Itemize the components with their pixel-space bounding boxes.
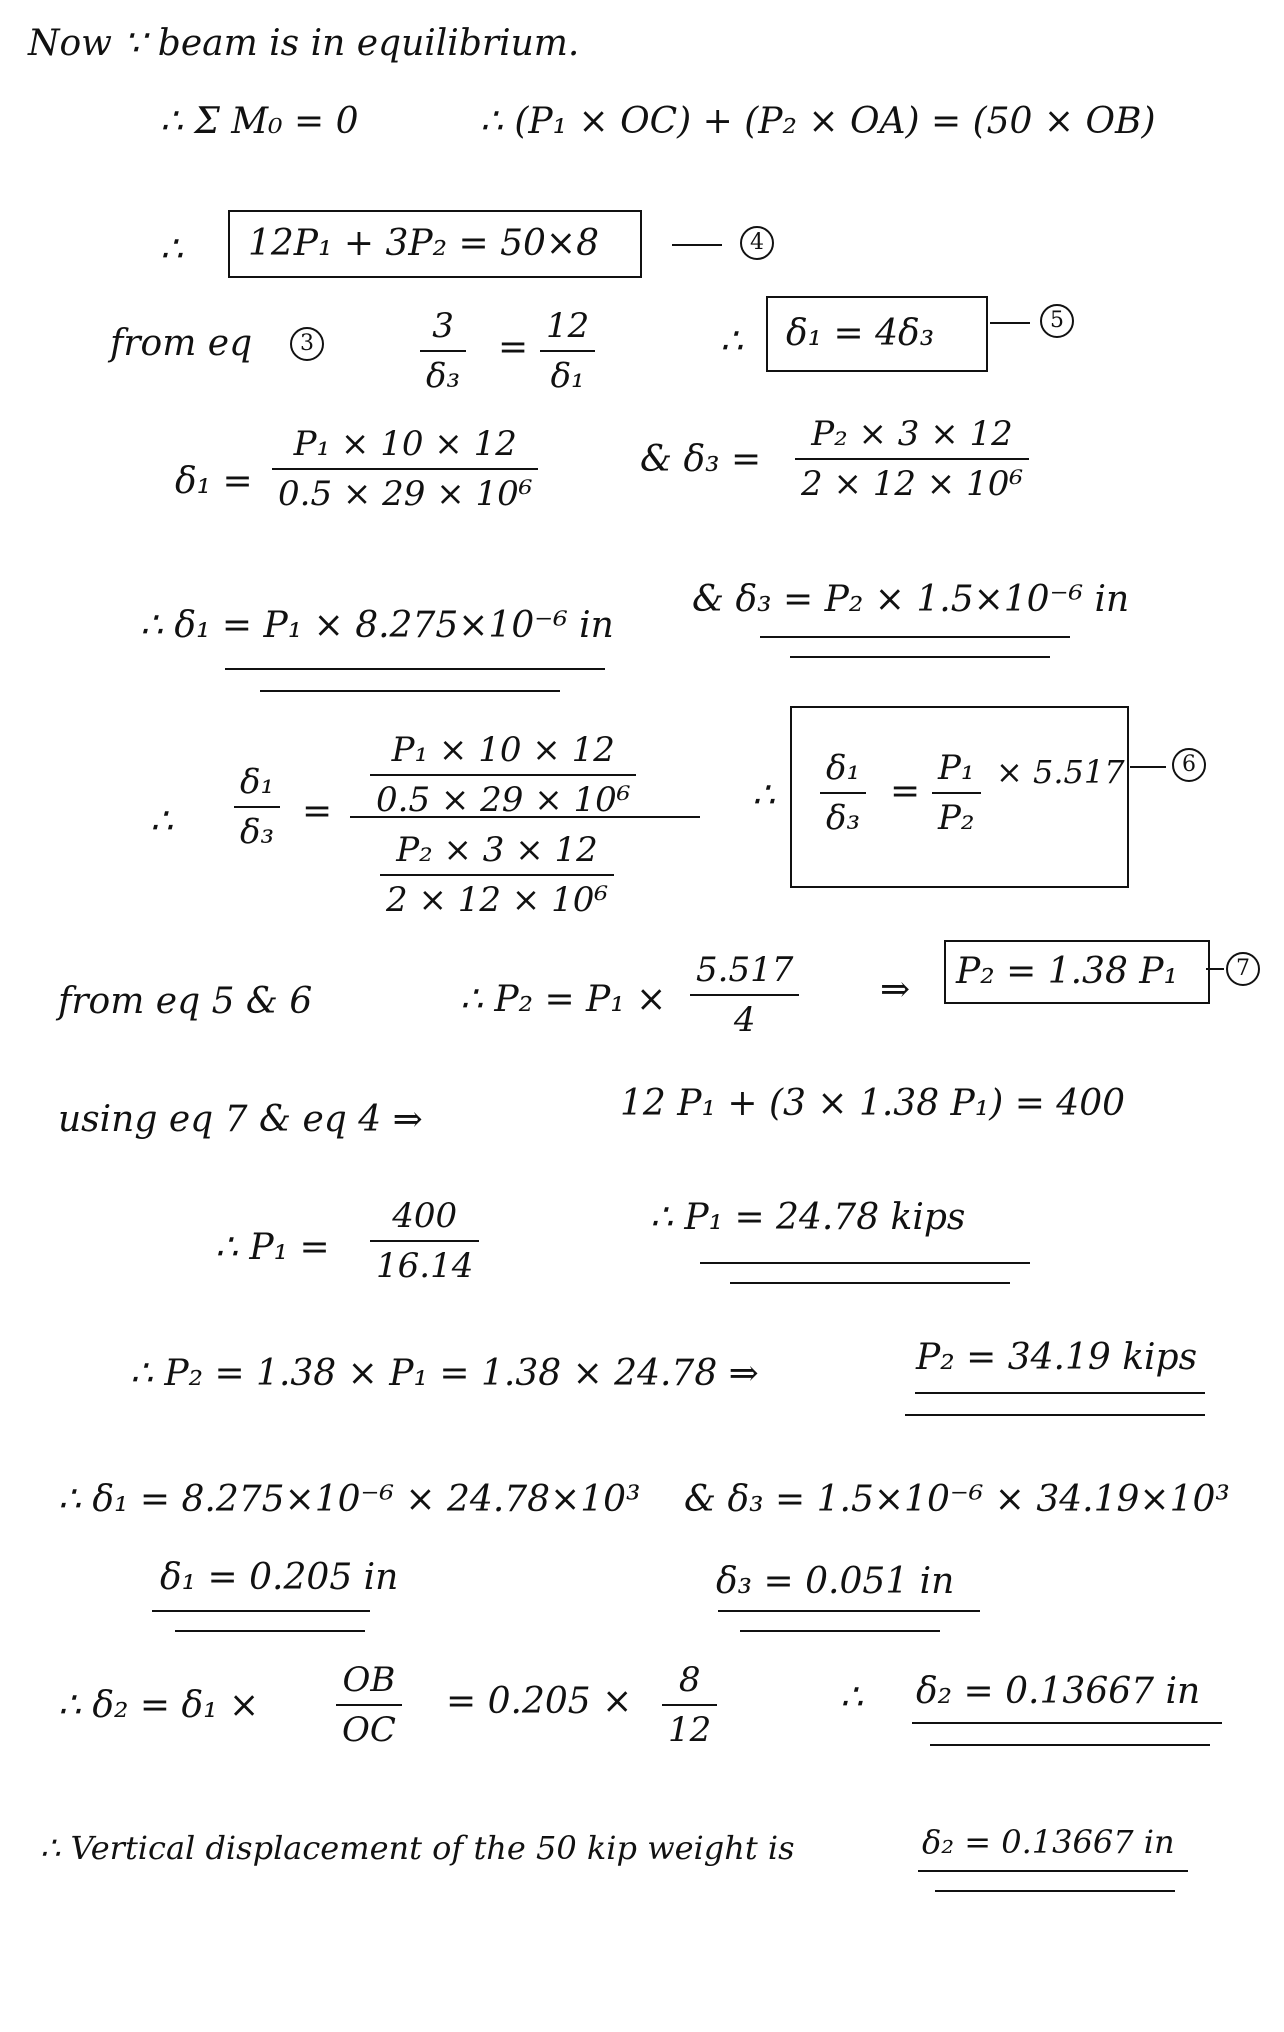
- fraction-numerator: P₁ × 10 × 12: [391, 730, 615, 770]
- delta3-calculation: & δ₃ = 1.5×10⁻⁶ × 34.19×10³: [684, 1479, 1230, 1520]
- ratio-3-over-d3: [420, 306, 466, 396]
- equation-6-number: 6: [1172, 748, 1206, 782]
- ob-over-oc: [336, 1660, 402, 1750]
- p2-calculation: ∴ P₂ = 1.38 × P₁ = 1.38 × 24.78 ⇒: [130, 1353, 759, 1394]
- delta1-calculation: ∴ δ₁ = 8.275×10⁻⁶ × 24.78×10³: [58, 1479, 641, 1520]
- delta2-result: δ₂ = 0.13667 in: [916, 1671, 1201, 1712]
- from-eq-label: from eq: [110, 323, 253, 364]
- equation-5-pointer: [990, 322, 1030, 324]
- fraction-bar: [932, 792, 981, 794]
- fraction-denominator: δ₁: [550, 356, 585, 396]
- compound-fraction-top: [370, 730, 636, 820]
- equation-4-number: 4: [740, 226, 774, 260]
- compound-fraction-bottom: [380, 830, 614, 920]
- p2-result: P₂ = 34.19 kips: [916, 1337, 1198, 1378]
- underline: [730, 1282, 1010, 1284]
- fraction-numerator: 12: [546, 306, 590, 346]
- fraction-denominator: 16.14: [376, 1246, 474, 1286]
- therefore-symbol: ∴: [160, 229, 183, 270]
- ratio-12-over-d1: [540, 306, 595, 396]
- fraction-denominator: δ₃: [826, 798, 861, 838]
- delta3-formula: [795, 414, 1029, 504]
- ratio-p1-p2: [932, 748, 981, 838]
- fraction-numerator: 8: [678, 1660, 701, 1700]
- using-eq-7-4: using eq 7 & eq 4 ⇒: [58, 1099, 423, 1140]
- underline: [760, 636, 1070, 638]
- fraction-bar: [820, 792, 866, 794]
- fraction-denominator: 0.5 × 29 × 10⁶: [376, 780, 631, 820]
- fraction-denominator: 4: [733, 1000, 756, 1040]
- fraction-numerator: 3: [432, 306, 454, 346]
- underline: [740, 1630, 940, 1632]
- therefore-symbol: ∴: [150, 801, 173, 842]
- moment-equation: ∴ (P₁ × OC) + (P₂ × OA) = (50 × OB): [480, 101, 1156, 142]
- delta1-formula: [272, 424, 538, 514]
- fraction-numerator: P₂ × 3 × 12: [396, 830, 598, 870]
- equation-6-pointer: [1130, 766, 1166, 768]
- delta3-result: & δ₃ = P₂ × 1.5×10⁻⁶ in: [692, 579, 1130, 620]
- underline: [790, 656, 1050, 658]
- p1-result: ∴ P₁ = 24.78 kips: [650, 1197, 966, 1238]
- equilibrium-statement: Now ∵ beam is in equilibrium.: [28, 23, 580, 64]
- p2-expression: ∴ P₂ = P₁ ×: [460, 979, 667, 1020]
- underline: [935, 1890, 1175, 1892]
- underline: [260, 690, 560, 692]
- delta1-label: δ₁ =: [175, 461, 253, 502]
- fraction-numerator: 400: [392, 1196, 458, 1236]
- from-eq-5-6: from eq 5 & 6: [58, 981, 313, 1022]
- equation-7-number: 7: [1226, 952, 1260, 986]
- underline: [905, 1414, 1205, 1416]
- p1-fraction: [370, 1196, 479, 1286]
- therefore-symbol: ∴: [840, 1677, 863, 1718]
- fraction-bar: [336, 1704, 402, 1706]
- therefore-symbol: ∴: [752, 775, 775, 816]
- fraction-denominator: 0.5 × 29 × 10⁶: [278, 474, 533, 514]
- final-answer: δ₂ = 0.13667 in: [922, 1823, 1175, 1861]
- fraction-bar: [380, 874, 614, 876]
- main-fraction-bar: [350, 816, 700, 818]
- equation-3-ref: 3: [290, 327, 324, 361]
- fraction-numerator: P₁ × 10 × 12: [293, 424, 517, 464]
- fraction-bar: [234, 806, 280, 808]
- delta1-value: δ₁ = 0.205 in: [160, 1557, 399, 1598]
- fraction-bar: [272, 468, 538, 470]
- fraction-bar: [540, 350, 595, 352]
- underline: [915, 1392, 1205, 1394]
- equals-sign: =: [890, 771, 921, 812]
- equation-7: P₂ = 1.38 P₁: [956, 951, 1178, 992]
- fraction-numerator: OB: [342, 1660, 396, 1700]
- ratio-d1-d3-boxed: [820, 748, 866, 838]
- final-statement: ∴ Vertical displacement of the 50 kip weight is: [40, 1829, 795, 1867]
- combined-equation: 12 P₁ + (3 × 1.38 P₁) = 400: [620, 1083, 1126, 1124]
- delta2-expression: ∴ δ₂ = δ₁ ×: [58, 1685, 260, 1726]
- underline: [918, 1870, 1188, 1872]
- delta1-result: ∴ δ₁ = P₁ × 8.275×10⁻⁶ in: [140, 605, 614, 646]
- underline: [175, 1630, 365, 1632]
- underline: [225, 668, 605, 670]
- underline: [700, 1262, 1030, 1264]
- underline: [930, 1744, 1210, 1746]
- fraction-denominator: δ₃: [426, 356, 461, 396]
- fraction-numerator: δ₁: [240, 762, 275, 802]
- fraction-denominator: 2 × 12 × 10⁶: [386, 880, 608, 920]
- equation-5-number: 5: [1040, 304, 1074, 338]
- implies-symbol: ⇒: [880, 969, 911, 1010]
- fraction-bar: [370, 1240, 479, 1242]
- underline: [152, 1610, 370, 1612]
- delta2-substitution: = 0.205 ×: [446, 1681, 633, 1722]
- underline: [718, 1610, 980, 1612]
- moment-sum: ∴ Σ M₀ = 0: [160, 101, 359, 142]
- ratio-5517-over-4: [690, 950, 799, 1040]
- p1-label: ∴ P₁ =: [215, 1227, 330, 1268]
- fraction-bar: [795, 458, 1029, 460]
- equation-5: δ₁ = 4δ₃: [786, 313, 935, 354]
- multiplier: × 5.517: [996, 753, 1125, 791]
- fraction-numerator: P₁: [938, 748, 975, 788]
- fraction-denominator: 2 × 12 × 10⁶: [801, 464, 1023, 504]
- fraction-denominator: δ₃: [240, 812, 275, 852]
- equation-4-pointer: [672, 244, 722, 246]
- equation-4: 12P₁ + 3P₂ = 50×8: [248, 223, 599, 264]
- fraction-numerator: 5.517: [696, 950, 794, 990]
- therefore-symbol: ∴: [720, 321, 743, 362]
- fraction-bar: [370, 774, 636, 776]
- underline: [912, 1722, 1222, 1724]
- fraction-denominator: OC: [342, 1710, 396, 1750]
- equation-7-pointer: [1206, 968, 1224, 970]
- ratio-d1-d3: [234, 762, 280, 852]
- fraction-bar: [420, 350, 466, 352]
- fraction-bar: [690, 994, 799, 996]
- fraction-bar: [662, 1704, 717, 1706]
- ratio-8-over-12: [662, 1660, 717, 1750]
- delta3-label: & δ₃ =: [640, 439, 762, 480]
- fraction-denominator: 12: [668, 1710, 712, 1750]
- fraction-denominator: P₂: [938, 798, 975, 838]
- fraction-numerator: δ₁: [826, 748, 861, 788]
- fraction-numerator: P₂ × 3 × 12: [811, 414, 1013, 454]
- delta3-value: δ₃ = 0.051 in: [716, 1561, 955, 1602]
- equals-sign: =: [498, 327, 529, 368]
- equals-sign: =: [302, 791, 333, 832]
